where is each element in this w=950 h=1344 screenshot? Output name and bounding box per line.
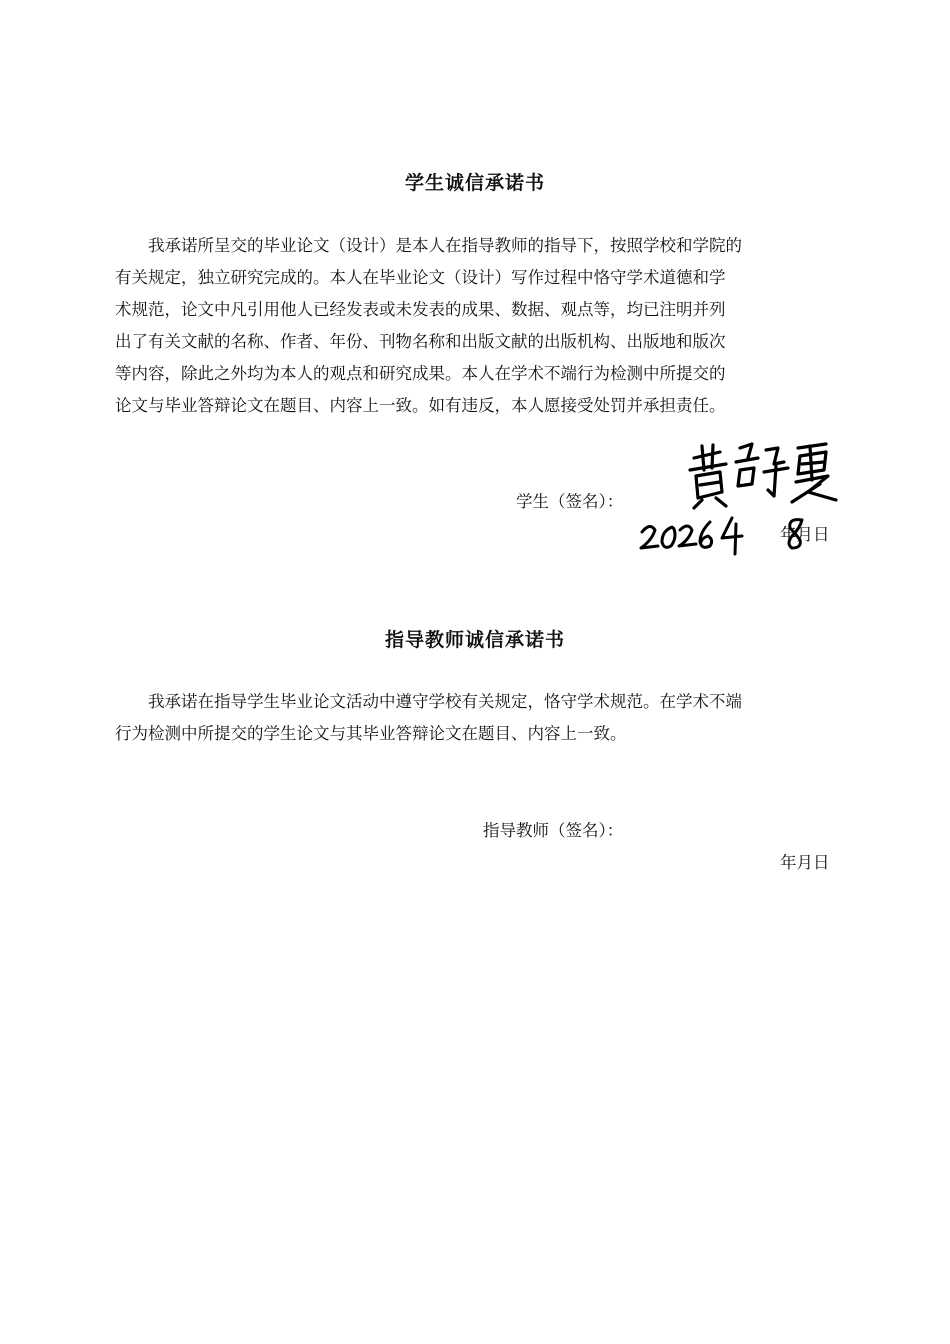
handwritten-date <box>640 514 815 559</box>
student-signature-label: 学生（签名）： <box>516 492 624 511</box>
paragraph-line: 有关规定，独立研究完成的。本人在毕业论文（设计）写作过程中恪守学术道德和学 <box>115 268 726 287</box>
student-commitment-title: 学生诚信承诺书 <box>404 172 545 194</box>
handwritten-signature <box>680 440 840 510</box>
advisor-commitment-title: 指导教师诚信承诺书 <box>384 629 565 651</box>
advisor-signature-label: 指导教师（签名）： <box>483 821 624 840</box>
paragraph-line: 我承诺在指导学生毕业论文活动中遵守学校有关规定，恪守学术规范。在学术不端 <box>148 692 742 711</box>
advisor-date-label: 年月日 <box>780 853 830 872</box>
paragraph-line: 我承诺所呈交的毕业论文（设计）是本人在指导教师的指导下，按照学校和学院的 <box>148 236 742 255</box>
student-date-label: 年月日 <box>780 525 830 544</box>
paragraph-line: 等内容，除此之外均为本人的观点和研究成果。本人在学术不端行为检测中所提交的 <box>115 364 726 383</box>
paragraph-line: 行为检测中所提交的学生论文与其毕业答辩论文在题目、内容上一致。 <box>115 724 627 743</box>
paragraph-line: 出了有关文献的名称、作者、年份、刊物名称和出版文献的出版机构、出版地和版次 <box>115 332 726 351</box>
paragraph-line: 术规范，论文中凡引用他人已经发表或未发表的成果、数据、观点等，均已注明并列 <box>115 300 726 319</box>
paragraph-line: 论文与毕业答辩论文在题目、内容上一致。如有违反，本人愿接受处罚并承担责任。 <box>115 396 726 415</box>
